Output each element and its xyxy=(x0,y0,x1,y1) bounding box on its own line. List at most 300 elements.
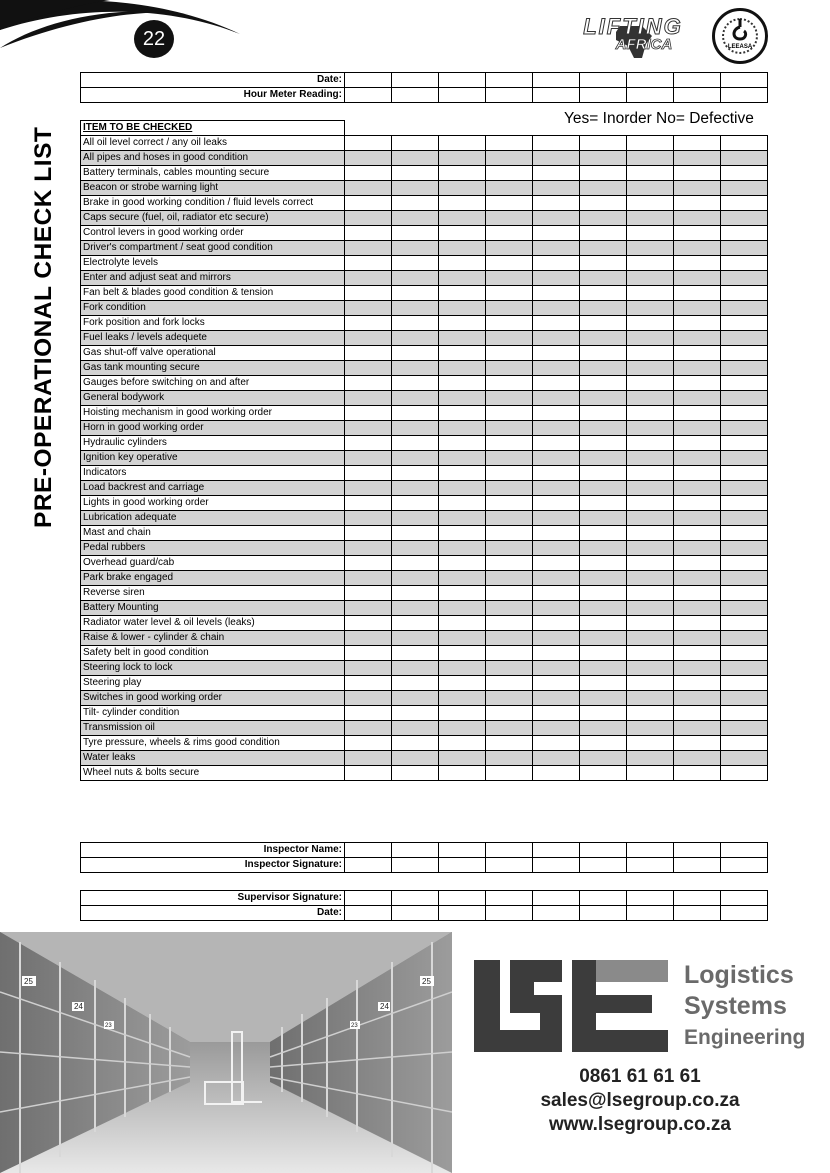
check-cell[interactable] xyxy=(674,331,721,346)
check-cell[interactable] xyxy=(486,661,533,676)
check-cell[interactable] xyxy=(439,631,486,646)
check-cell[interactable] xyxy=(533,891,580,906)
check-cell[interactable] xyxy=(392,736,439,751)
check-cell[interactable] xyxy=(721,406,768,421)
check-cell[interactable] xyxy=(580,706,627,721)
check-cell[interactable] xyxy=(627,631,674,646)
check-cell[interactable] xyxy=(439,586,486,601)
check-cell[interactable] xyxy=(392,331,439,346)
check-cell[interactable] xyxy=(627,766,674,781)
check-cell[interactable] xyxy=(721,436,768,451)
check-cell[interactable] xyxy=(721,526,768,541)
check-cell[interactable] xyxy=(392,466,439,481)
check-cell[interactable] xyxy=(392,73,439,88)
check-cell[interactable] xyxy=(580,391,627,406)
check-cell[interactable] xyxy=(392,211,439,226)
check-cell[interactable] xyxy=(392,721,439,736)
check-cell[interactable] xyxy=(392,586,439,601)
check-cell[interactable] xyxy=(627,891,674,906)
check-cell[interactable] xyxy=(392,136,439,151)
check-cell[interactable] xyxy=(486,676,533,691)
check-cell[interactable] xyxy=(345,286,392,301)
check-cell[interactable] xyxy=(486,541,533,556)
check-cell[interactable] xyxy=(533,676,580,691)
check-cell[interactable] xyxy=(533,858,580,873)
check-cell[interactable] xyxy=(345,586,392,601)
check-cell[interactable] xyxy=(439,436,486,451)
check-cell[interactable] xyxy=(533,196,580,211)
check-cell[interactable] xyxy=(627,541,674,556)
check-cell[interactable] xyxy=(580,436,627,451)
check-cell[interactable] xyxy=(486,706,533,721)
check-cell[interactable] xyxy=(674,858,721,873)
check-cell[interactable] xyxy=(486,691,533,706)
check-cell[interactable] xyxy=(392,906,439,921)
check-cell[interactable] xyxy=(580,676,627,691)
check-cell[interactable] xyxy=(627,73,674,88)
check-cell[interactable] xyxy=(439,73,486,88)
check-cell[interactable] xyxy=(580,601,627,616)
check-cell[interactable] xyxy=(627,843,674,858)
check-cell[interactable] xyxy=(533,226,580,241)
check-cell[interactable] xyxy=(533,496,580,511)
check-cell[interactable] xyxy=(674,511,721,526)
check-cell[interactable] xyxy=(439,661,486,676)
check-cell[interactable] xyxy=(674,721,721,736)
check-cell[interactable] xyxy=(439,316,486,331)
check-cell[interactable] xyxy=(533,151,580,166)
check-cell[interactable] xyxy=(486,496,533,511)
check-cell[interactable] xyxy=(721,346,768,361)
check-cell[interactable] xyxy=(674,556,721,571)
check-cell[interactable] xyxy=(627,571,674,586)
check-cell[interactable] xyxy=(533,88,580,103)
check-cell[interactable] xyxy=(721,466,768,481)
check-cell[interactable] xyxy=(486,346,533,361)
check-cell[interactable] xyxy=(486,751,533,766)
check-cell[interactable] xyxy=(580,631,627,646)
check-cell[interactable] xyxy=(580,346,627,361)
check-cell[interactable] xyxy=(486,211,533,226)
check-cell[interactable] xyxy=(721,858,768,873)
check-cell[interactable] xyxy=(345,858,392,873)
check-cell[interactable] xyxy=(392,646,439,661)
check-cell[interactable] xyxy=(580,136,627,151)
check-cell[interactable] xyxy=(721,481,768,496)
check-cell[interactable] xyxy=(627,301,674,316)
check-cell[interactable] xyxy=(345,331,392,346)
check-cell[interactable] xyxy=(674,661,721,676)
check-cell[interactable] xyxy=(392,511,439,526)
check-cell[interactable] xyxy=(533,556,580,571)
check-cell[interactable] xyxy=(721,166,768,181)
check-cell[interactable] xyxy=(627,526,674,541)
check-cell[interactable] xyxy=(533,721,580,736)
check-cell[interactable] xyxy=(627,661,674,676)
check-cell[interactable] xyxy=(721,421,768,436)
check-cell[interactable] xyxy=(533,616,580,631)
check-cell[interactable] xyxy=(439,166,486,181)
check-cell[interactable] xyxy=(627,706,674,721)
check-cell[interactable] xyxy=(392,88,439,103)
check-cell[interactable] xyxy=(674,451,721,466)
check-cell[interactable] xyxy=(580,843,627,858)
check-cell[interactable] xyxy=(345,88,392,103)
company-website[interactable]: www.lsegroup.co.za xyxy=(549,1114,731,1135)
check-cell[interactable] xyxy=(486,391,533,406)
check-cell[interactable] xyxy=(439,376,486,391)
check-cell[interactable] xyxy=(627,436,674,451)
check-cell[interactable] xyxy=(674,541,721,556)
check-cell[interactable] xyxy=(486,556,533,571)
check-cell[interactable] xyxy=(345,541,392,556)
check-cell[interactable] xyxy=(345,616,392,631)
check-cell[interactable] xyxy=(533,166,580,181)
check-cell[interactable] xyxy=(345,906,392,921)
check-cell[interactable] xyxy=(533,181,580,196)
check-cell[interactable] xyxy=(674,586,721,601)
check-cell[interactable] xyxy=(486,301,533,316)
check-cell[interactable] xyxy=(392,496,439,511)
check-cell[interactable] xyxy=(486,421,533,436)
check-cell[interactable] xyxy=(439,451,486,466)
check-cell[interactable] xyxy=(439,241,486,256)
check-cell[interactable] xyxy=(721,496,768,511)
check-cell[interactable] xyxy=(392,391,439,406)
check-cell[interactable] xyxy=(392,541,439,556)
check-cell[interactable] xyxy=(439,766,486,781)
check-cell[interactable] xyxy=(345,451,392,466)
check-cell[interactable] xyxy=(392,556,439,571)
check-cell[interactable] xyxy=(721,906,768,921)
check-cell[interactable] xyxy=(486,721,533,736)
check-cell[interactable] xyxy=(580,421,627,436)
check-cell[interactable] xyxy=(345,526,392,541)
check-cell[interactable] xyxy=(627,211,674,226)
check-cell[interactable] xyxy=(674,906,721,921)
company-email[interactable]: sales@lsegroup.co.za xyxy=(540,1090,740,1111)
check-cell[interactable] xyxy=(721,691,768,706)
check-cell[interactable] xyxy=(627,88,674,103)
check-cell[interactable] xyxy=(345,226,392,241)
check-cell[interactable] xyxy=(627,331,674,346)
check-cell[interactable] xyxy=(674,301,721,316)
check-cell[interactable] xyxy=(486,436,533,451)
check-cell[interactable] xyxy=(627,676,674,691)
check-cell[interactable] xyxy=(439,691,486,706)
check-cell[interactable] xyxy=(674,73,721,88)
check-cell[interactable] xyxy=(345,181,392,196)
check-cell[interactable] xyxy=(580,736,627,751)
check-cell[interactable] xyxy=(439,616,486,631)
check-cell[interactable] xyxy=(345,661,392,676)
check-cell[interactable] xyxy=(580,88,627,103)
check-cell[interactable] xyxy=(439,843,486,858)
check-cell[interactable] xyxy=(627,736,674,751)
check-cell[interactable] xyxy=(486,316,533,331)
check-cell[interactable] xyxy=(486,601,533,616)
check-cell[interactable] xyxy=(580,541,627,556)
check-cell[interactable] xyxy=(486,906,533,921)
check-cell[interactable] xyxy=(439,361,486,376)
check-cell[interactable] xyxy=(627,256,674,271)
check-cell[interactable] xyxy=(439,676,486,691)
check-cell[interactable] xyxy=(627,196,674,211)
check-cell[interactable] xyxy=(486,646,533,661)
check-cell[interactable] xyxy=(392,601,439,616)
check-cell[interactable] xyxy=(533,736,580,751)
check-cell[interactable] xyxy=(674,226,721,241)
check-cell[interactable] xyxy=(627,511,674,526)
check-cell[interactable] xyxy=(580,526,627,541)
check-cell[interactable] xyxy=(345,196,392,211)
check-cell[interactable] xyxy=(674,166,721,181)
check-cell[interactable] xyxy=(486,631,533,646)
check-cell[interactable] xyxy=(580,466,627,481)
check-cell[interactable] xyxy=(580,226,627,241)
check-cell[interactable] xyxy=(345,556,392,571)
check-cell[interactable] xyxy=(533,271,580,286)
check-cell[interactable] xyxy=(627,721,674,736)
check-cell[interactable] xyxy=(392,706,439,721)
check-cell[interactable] xyxy=(392,181,439,196)
check-cell[interactable] xyxy=(580,256,627,271)
check-cell[interactable] xyxy=(486,331,533,346)
check-cell[interactable] xyxy=(439,721,486,736)
check-cell[interactable] xyxy=(674,481,721,496)
check-cell[interactable] xyxy=(533,466,580,481)
check-cell[interactable] xyxy=(345,676,392,691)
check-cell[interactable] xyxy=(721,301,768,316)
check-cell[interactable] xyxy=(721,891,768,906)
check-cell[interactable] xyxy=(580,691,627,706)
check-cell[interactable] xyxy=(486,181,533,196)
check-cell[interactable] xyxy=(486,586,533,601)
check-cell[interactable] xyxy=(439,481,486,496)
check-cell[interactable] xyxy=(533,361,580,376)
check-cell[interactable] xyxy=(392,346,439,361)
check-cell[interactable] xyxy=(674,601,721,616)
check-cell[interactable] xyxy=(439,196,486,211)
check-cell[interactable] xyxy=(627,556,674,571)
check-cell[interactable] xyxy=(674,436,721,451)
check-cell[interactable] xyxy=(580,376,627,391)
check-cell[interactable] xyxy=(439,346,486,361)
check-cell[interactable] xyxy=(392,676,439,691)
check-cell[interactable] xyxy=(439,286,486,301)
check-cell[interactable] xyxy=(721,601,768,616)
check-cell[interactable] xyxy=(533,316,580,331)
check-cell[interactable] xyxy=(439,301,486,316)
check-cell[interactable] xyxy=(627,151,674,166)
check-cell[interactable] xyxy=(674,646,721,661)
check-cell[interactable] xyxy=(345,601,392,616)
check-cell[interactable] xyxy=(345,271,392,286)
check-cell[interactable] xyxy=(486,73,533,88)
check-cell[interactable] xyxy=(627,136,674,151)
check-cell[interactable] xyxy=(721,271,768,286)
check-cell[interactable] xyxy=(486,166,533,181)
check-cell[interactable] xyxy=(674,691,721,706)
check-cell[interactable] xyxy=(486,88,533,103)
check-cell[interactable] xyxy=(533,73,580,88)
check-cell[interactable] xyxy=(627,858,674,873)
check-cell[interactable] xyxy=(439,526,486,541)
check-cell[interactable] xyxy=(580,571,627,586)
check-cell[interactable] xyxy=(392,616,439,631)
check-cell[interactable] xyxy=(392,241,439,256)
check-cell[interactable] xyxy=(439,406,486,421)
check-cell[interactable] xyxy=(674,496,721,511)
check-cell[interactable] xyxy=(439,601,486,616)
check-cell[interactable] xyxy=(580,616,627,631)
check-cell[interactable] xyxy=(674,181,721,196)
check-cell[interactable] xyxy=(486,136,533,151)
check-cell[interactable] xyxy=(392,691,439,706)
check-cell[interactable] xyxy=(345,73,392,88)
check-cell[interactable] xyxy=(439,181,486,196)
check-cell[interactable] xyxy=(533,511,580,526)
check-cell[interactable] xyxy=(439,906,486,921)
check-cell[interactable] xyxy=(392,571,439,586)
check-cell[interactable] xyxy=(627,421,674,436)
check-cell[interactable] xyxy=(674,631,721,646)
check-cell[interactable] xyxy=(439,151,486,166)
check-cell[interactable] xyxy=(580,271,627,286)
check-cell[interactable] xyxy=(674,676,721,691)
check-cell[interactable] xyxy=(674,88,721,103)
check-cell[interactable] xyxy=(721,451,768,466)
check-cell[interactable] xyxy=(674,391,721,406)
check-cell[interactable] xyxy=(580,586,627,601)
check-cell[interactable] xyxy=(486,481,533,496)
check-cell[interactable] xyxy=(345,571,392,586)
check-cell[interactable] xyxy=(580,751,627,766)
check-cell[interactable] xyxy=(486,361,533,376)
check-cell[interactable] xyxy=(674,136,721,151)
check-cell[interactable] xyxy=(627,226,674,241)
check-cell[interactable] xyxy=(345,241,392,256)
check-cell[interactable] xyxy=(674,421,721,436)
check-cell[interactable] xyxy=(392,751,439,766)
check-cell[interactable] xyxy=(721,226,768,241)
check-cell[interactable] xyxy=(533,286,580,301)
check-cell[interactable] xyxy=(580,858,627,873)
check-cell[interactable] xyxy=(392,166,439,181)
check-cell[interactable] xyxy=(345,631,392,646)
check-cell[interactable] xyxy=(533,601,580,616)
check-cell[interactable] xyxy=(721,376,768,391)
check-cell[interactable] xyxy=(345,346,392,361)
check-cell[interactable] xyxy=(533,376,580,391)
check-cell[interactable] xyxy=(486,766,533,781)
check-cell[interactable] xyxy=(392,406,439,421)
check-cell[interactable] xyxy=(439,496,486,511)
check-cell[interactable] xyxy=(345,751,392,766)
check-cell[interactable] xyxy=(439,226,486,241)
check-cell[interactable] xyxy=(439,541,486,556)
check-cell[interactable] xyxy=(439,466,486,481)
check-cell[interactable] xyxy=(486,571,533,586)
check-cell[interactable] xyxy=(674,286,721,301)
check-cell[interactable] xyxy=(392,858,439,873)
check-cell[interactable] xyxy=(674,316,721,331)
check-cell[interactable] xyxy=(580,241,627,256)
check-cell[interactable] xyxy=(533,706,580,721)
check-cell[interactable] xyxy=(486,466,533,481)
check-cell[interactable] xyxy=(486,226,533,241)
check-cell[interactable] xyxy=(533,406,580,421)
check-cell[interactable] xyxy=(627,166,674,181)
check-cell[interactable] xyxy=(721,73,768,88)
check-cell[interactable] xyxy=(486,256,533,271)
check-cell[interactable] xyxy=(580,721,627,736)
check-cell[interactable] xyxy=(345,376,392,391)
check-cell[interactable] xyxy=(486,286,533,301)
check-cell[interactable] xyxy=(392,226,439,241)
check-cell[interactable] xyxy=(721,721,768,736)
check-cell[interactable] xyxy=(674,151,721,166)
check-cell[interactable] xyxy=(580,286,627,301)
check-cell[interactable] xyxy=(580,766,627,781)
check-cell[interactable] xyxy=(439,751,486,766)
check-cell[interactable] xyxy=(721,211,768,226)
check-cell[interactable] xyxy=(392,766,439,781)
check-cell[interactable] xyxy=(486,526,533,541)
check-cell[interactable] xyxy=(345,646,392,661)
check-cell[interactable] xyxy=(721,736,768,751)
check-cell[interactable] xyxy=(627,376,674,391)
check-cell[interactable] xyxy=(627,616,674,631)
check-cell[interactable] xyxy=(392,301,439,316)
check-cell[interactable] xyxy=(580,331,627,346)
check-cell[interactable] xyxy=(345,391,392,406)
check-cell[interactable] xyxy=(674,843,721,858)
check-cell[interactable] xyxy=(580,556,627,571)
check-cell[interactable] xyxy=(627,361,674,376)
check-cell[interactable] xyxy=(533,256,580,271)
check-cell[interactable] xyxy=(674,571,721,586)
check-cell[interactable] xyxy=(533,586,580,601)
check-cell[interactable] xyxy=(439,736,486,751)
check-cell[interactable] xyxy=(392,843,439,858)
check-cell[interactable] xyxy=(345,766,392,781)
check-cell[interactable] xyxy=(533,526,580,541)
check-cell[interactable] xyxy=(392,256,439,271)
check-cell[interactable] xyxy=(533,211,580,226)
check-cell[interactable] xyxy=(674,766,721,781)
check-cell[interactable] xyxy=(486,376,533,391)
check-cell[interactable] xyxy=(721,661,768,676)
check-cell[interactable] xyxy=(627,241,674,256)
check-cell[interactable] xyxy=(627,751,674,766)
check-cell[interactable] xyxy=(674,706,721,721)
check-cell[interactable] xyxy=(580,166,627,181)
check-cell[interactable] xyxy=(721,511,768,526)
check-cell[interactable] xyxy=(533,136,580,151)
check-cell[interactable] xyxy=(533,436,580,451)
check-cell[interactable] xyxy=(439,511,486,526)
check-cell[interactable] xyxy=(345,481,392,496)
check-cell[interactable] xyxy=(392,286,439,301)
check-cell[interactable] xyxy=(721,586,768,601)
check-cell[interactable] xyxy=(392,316,439,331)
check-cell[interactable] xyxy=(392,196,439,211)
check-cell[interactable] xyxy=(721,751,768,766)
check-cell[interactable] xyxy=(439,556,486,571)
check-cell[interactable] xyxy=(486,858,533,873)
check-cell[interactable] xyxy=(721,136,768,151)
